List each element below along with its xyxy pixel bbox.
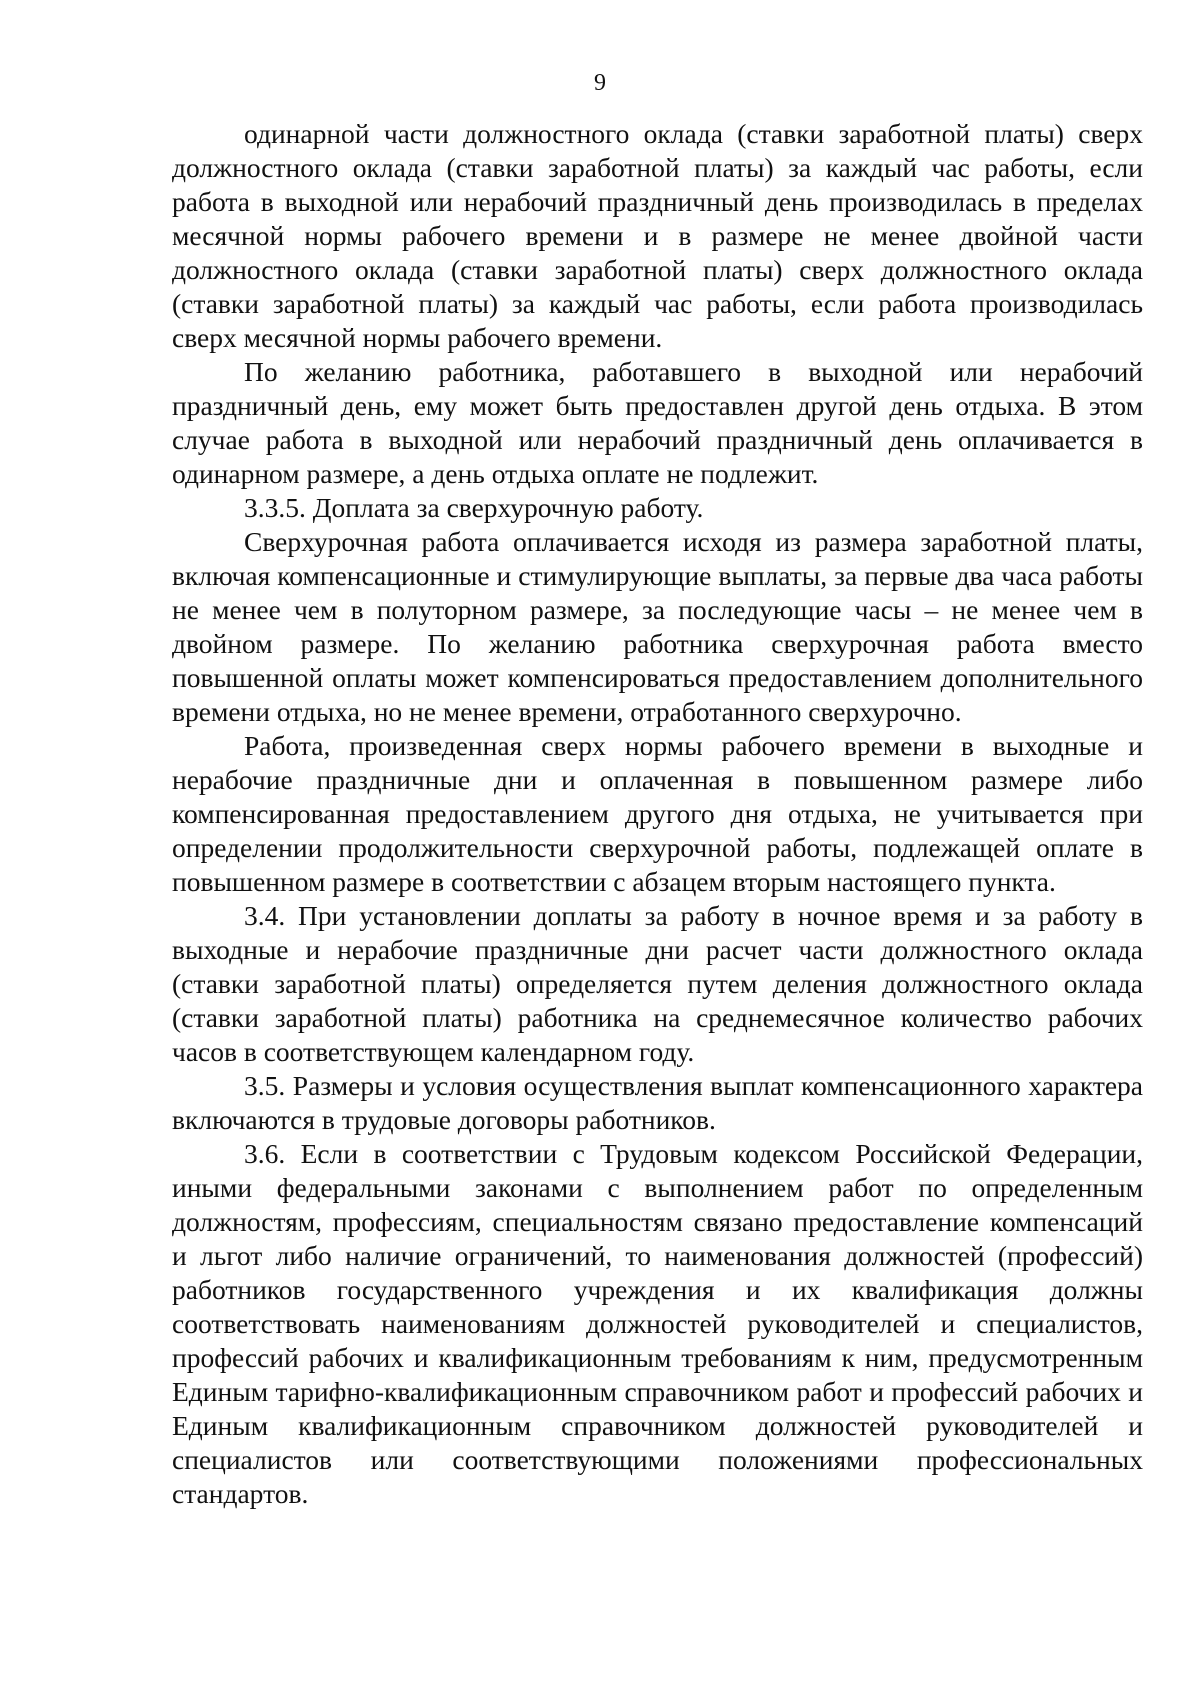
document-body <box>172 117 1143 1511</box>
paragraph-3-4-night-pay-calculation: 3.4. При установлении доплаты за работу в ночное время и за работу в выходные и нерабочие праздничные дни расчет части должностного оклада (ставки заработной платы) определяется путем деления должностного оклада (ставки заработной платы) работника на среднемесячное количество рабочих часов в соответствующем календарном году. <box>172 900 1143 1067</box>
paragraph-day-off-option: По желанию работника, работавшего в выходной или нерабочий праздничный день, ему может быть предоставлен другой день отдыха. В этом случае работа в выходной или нерабочий праздничный день оплачивается в одинарном размере, а день отдыха оплате не подлежит. <box>172 356 1143 489</box>
paragraph-overtime-exclusion: Работа, произведенная сверх нормы рабочего времени в выходные и нерабочие праздничные дни и оплаченная в повышенном размере либо компенсированная предоставлением другого дня отдыха, не учитывается при определении продолжительности сверхурочной работы, подлежащей оплате в повышенном размере в соответствии с абзацем вторым настоящего пункта. <box>172 730 1143 897</box>
section-heading-3-3-5: 3.3.5. Доплата за сверхурочную работу. <box>244 492 704 523</box>
paragraph-overtime-holiday-pay: одинарной части должностного оклада (ставки заработной платы) сверх должностного оклада (ставки заработной платы) за каждый час работы, если работа в выходной или нерабочий праздничный день производилась в пределах месячной нормы рабочего времени и в размере не менее двойной части должностного оклада (ставки заработной платы) сверх должностного оклада (ставки заработной платы) за каждый час работы, если работа производилась сверх месячной нормы рабочего времени. <box>172 118 1143 353</box>
paragraph-overtime-pay: Сверхурочная работа оплачивается исходя из размера заработной платы, включая компенсационные и стимулирующие выплаты, за первые два часа работы не менее чем в полуторном размере, за последующие часы – не менее чем в двойном размере. По желанию работника сверхурочная работа вместо повышенной оплаты может компенсироваться предоставлением дополнительного времени отдыха, но не менее времени, отработанного сверхурочно. <box>172 526 1143 727</box>
paragraph-3-5-compensation-terms: 3.5. Размеры и условия осуществления выплат компенсационного характера включаются в трудовые договоры работников. <box>172 1070 1143 1135</box>
paragraph-3-6-qualification-requirements: 3.6. Если в соответствии с Трудовым кодексом Российской Федерации, иными федеральными законами с выполнением работ по определенным должностям, профессиям, специальностям связано предоставление компенсаций и льгот либо наличие ограничений, то наименования должностей (профессий) работников государственного учреждения и их квалификация должны соответствовать наименованиям должностей руководителей и специалистов, профессий рабочих и квалификационным требованиям к ним, предусмотренным Единым тарифно-квалификационным справочником работ и профессий рабочих и Единым квалификационным справочником должностей руководителей и специалистов или соответствующими положениями профессиональных стандартов. <box>172 1138 1143 1509</box>
page-number: 9 <box>594 70 606 96</box>
